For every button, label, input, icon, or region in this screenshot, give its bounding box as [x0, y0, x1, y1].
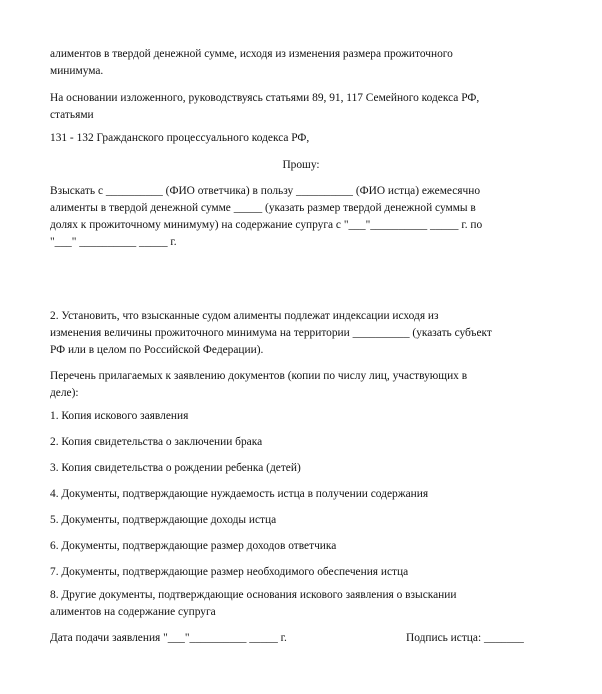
request1-line-4: "___" __________ _____ г. — [50, 236, 177, 248]
basis-line-2: статьями — [50, 109, 94, 121]
basis-line-1: На основании изложенного, руководствуясь статьями 89, 91, 117 Семейного кодекса РФ, — [50, 92, 480, 104]
attachment-item: 7. Документы, подтверждающие размер необходимого обеспечения истца — [50, 566, 409, 578]
request2-line-2: изменения величины прожиточного минимума на территории __________ (указать субъект — [50, 327, 492, 339]
attachment-item: 5. Документы, подтверждающие доходы истца — [50, 514, 277, 526]
basis-line-3: 131 - 132 Гражданского процессуального кодекса РФ, — [50, 132, 310, 144]
date-of-filing-line: Дата подачи заявления "___"__________ _____ г. — [50, 632, 287, 644]
request-heading: Прошу: — [282, 159, 320, 171]
attachment-item: 6. Документы, подтверждающие размер доходов ответчика — [50, 540, 337, 552]
attachment-item: 1. Копия искового заявления — [50, 410, 189, 422]
attachments-heading-line-2: деле): — [50, 387, 79, 399]
attachment-item: 2. Копия свидетельства о заключении брака — [50, 436, 263, 448]
request1-line-1: Взыскать с __________ (ФИО ответчика) в пользу __________ (ФИО истца) ежемесячно — [50, 185, 481, 197]
signature-line: Подпись истца: _______ — [406, 632, 524, 644]
attachment-item: 4. Документы, подтверждающие нуждаемость истца в получении содержания — [50, 488, 429, 500]
request2-line-1: 2. Установить, что взысканные судом алименты подлежат индексации исходя из — [50, 310, 439, 322]
request1-line-2: алименты в твердой денежной сумме _____ (указать размер твердой денежной суммы в — [50, 202, 476, 214]
intro-line-2: минимума. — [50, 65, 104, 77]
attachments-heading-line-1: Перечень прилагаемых к заявлению документов (копии по числу лиц, участвующих в — [50, 370, 468, 382]
intro-line-1: алиментов в твердой денежной сумме, исходя из изменения размера прожиточного — [50, 48, 453, 60]
attachment-item-8-line-2: алиментов на содержание супруга — [50, 606, 216, 618]
request1-line-3: долях к прожиточному минимуму) на содержание супруга с "___"__________ _____ г. по — [50, 219, 483, 231]
attachment-item: 3. Копия свидетельства о рождении ребенка (детей) — [50, 462, 301, 474]
attachment-item-8-line-1: 8. Другие документы, подтверждающие основания искового заявления о взыскании — [50, 589, 457, 601]
request2-line-3: РФ или в целом по Российской Федерации). — [50, 344, 264, 356]
